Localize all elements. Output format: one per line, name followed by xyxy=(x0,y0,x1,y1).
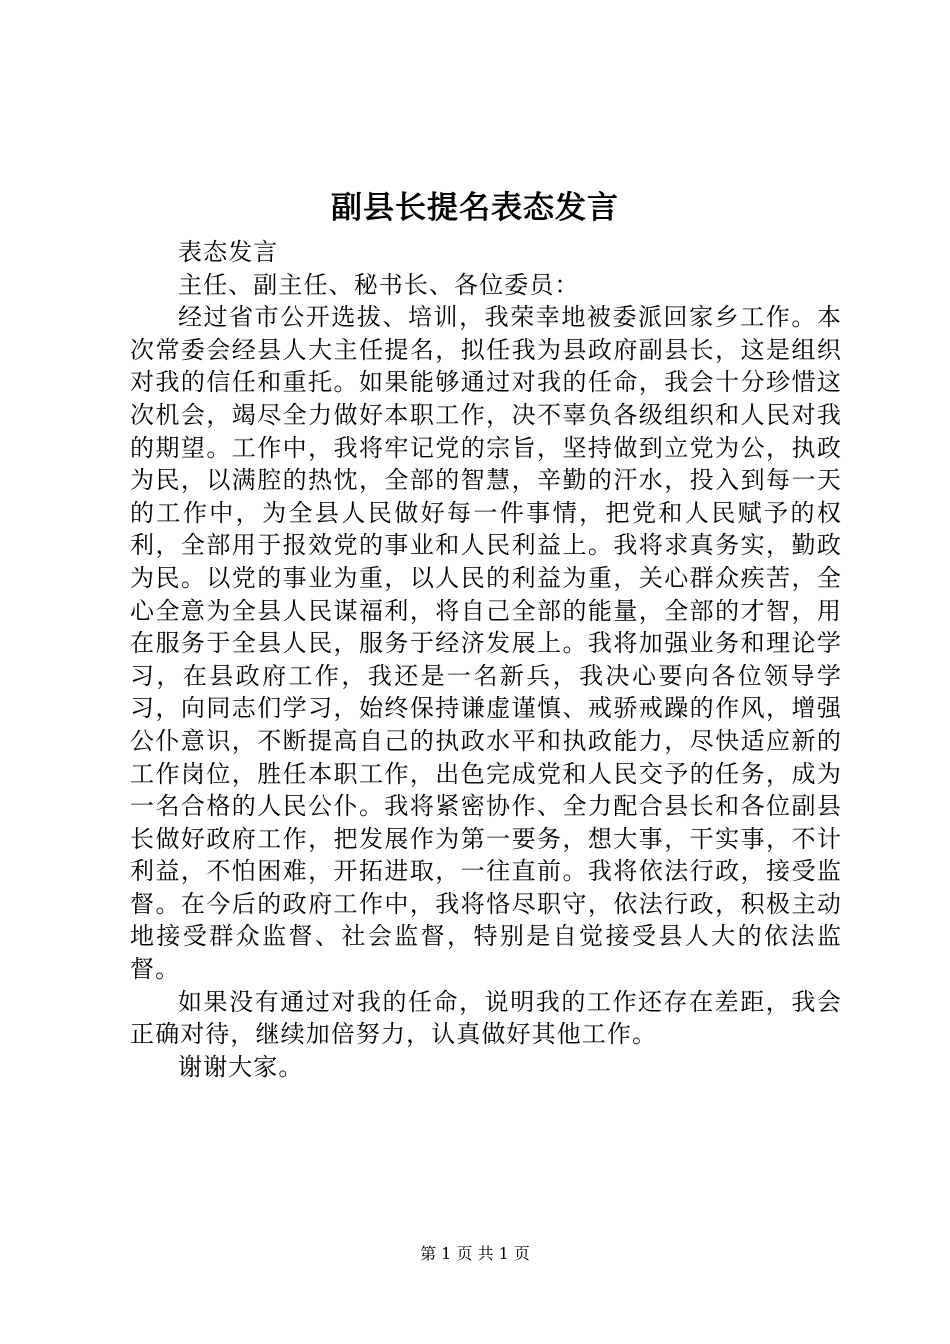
paragraph-main: 经过省市公开选拔、培训，我荣幸地被委派回家乡工作。本次常委会经县人大主任提名，拟任我为县政府副县长，这是组织对我的信任和重托。如果能够通过对我的任命，我会十分珍惜这次机会，竭尽全力做好本职工作，决不辜负各级组织和人民对我的期望。工作中，我将牢记党的宗旨，坚持做到立党为公，执政为民，以满腔的热忱，全部的智慧，辛勤的汗水，投入到每一天的工作中，为全县人民做好每一件事情，把党和人民赋予的权利，全部用于报效党的事业和人民利益上。我将求真务实，勤政为民。以党的事业为重，以人民的利益为重，关心群众疾苦，全心全意为全县人民谋福利，将自己全部的能量，全部的才智，用在服务于全县人民，服务于经济发展上。我将加强业务和理论学习，在县政府工作，我还是一名新兵，我决心要向各位领导学习，向同志们学习，始终保持谦虚谨慎、戒骄戒躁的作风，增强公仆意识，不断提高自己的执政水平和执政能力，尽快适应新的工作岗位，胜任本职工作，出色完成党和人民交予的任务，成为一名合格的人民公仆。我将紧密协作、全力配合县长和各位副县长做好政府工作，把发展作为第一要务，想大事，干实事，不计利益，不怕困难，开拓进取，一往直前。我将依法行政，接受监督。在今后的政府工作中，我将恪尽职守，依法行政，积极主动地接受群众监督、社会监督，特别是自觉接受县人大的依法监督。 xyxy=(130,303,842,984)
paragraph-heading: 表态发言 xyxy=(178,238,279,266)
document-body xyxy=(130,236,842,1083)
paragraph-closing: 谢谢大家。 xyxy=(178,1052,304,1081)
paragraph-salutation: 主任、副主任、秘书长、各位委员： xyxy=(178,270,580,299)
paragraph-conditional: 如果没有通过对我的任命，说明我的工作还存在差距，我会正确对待，继续加倍努力，认真做好其他工作。 xyxy=(130,987,842,1049)
document-title: 副县长提名表态发言 xyxy=(331,190,619,226)
page-number-footer: 第 1 页 共 1 页 xyxy=(420,1244,530,1263)
